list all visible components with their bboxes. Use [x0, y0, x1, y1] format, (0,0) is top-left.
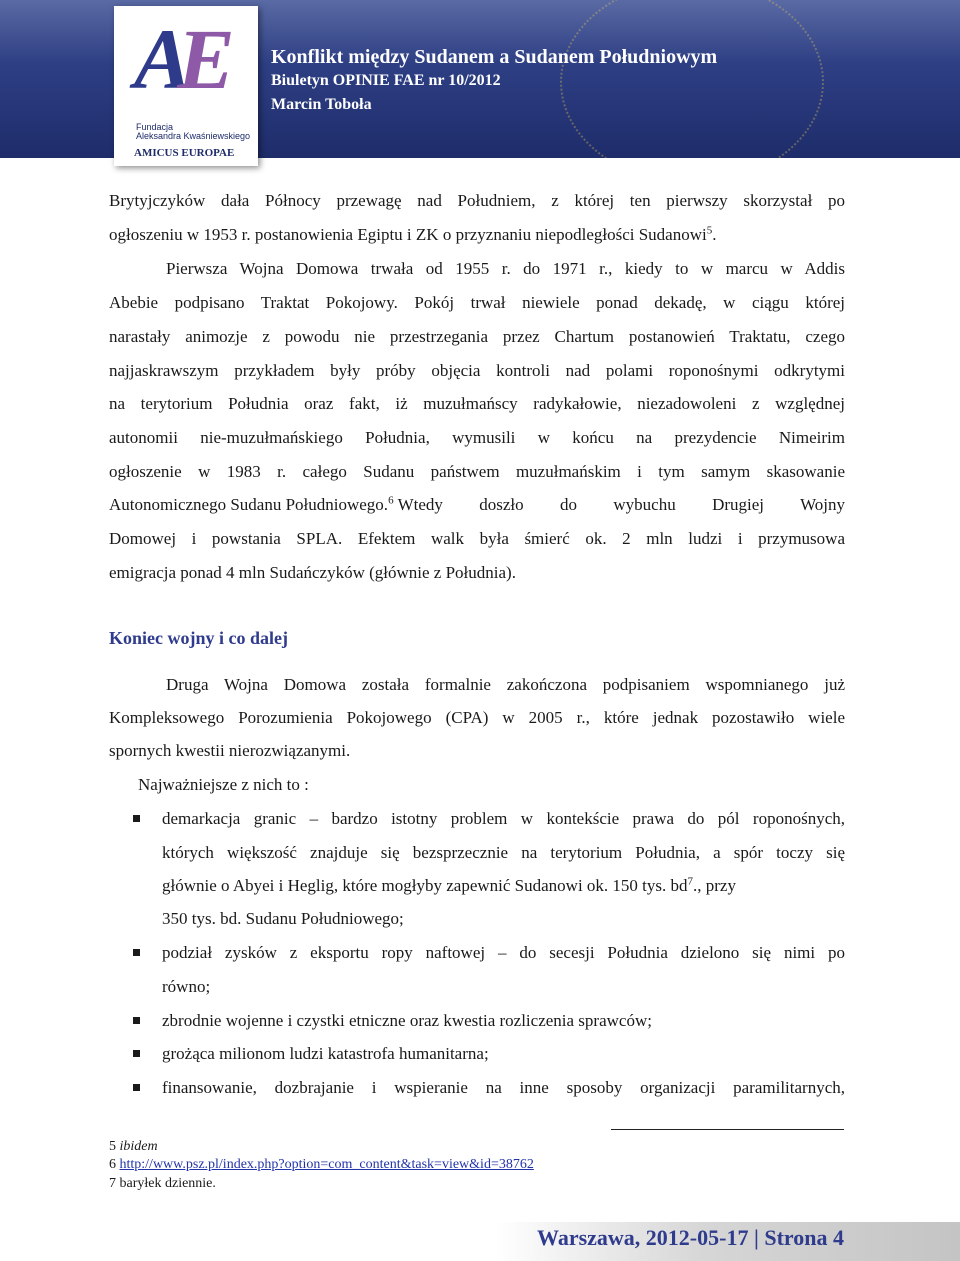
- text-line: ogłoszenie w 1983 r. całego Sudanu państwem muzułmańskim i tym samym skasowanie: [109, 462, 845, 481]
- text-line: autonomii nie-muzułmańskiego Południa, wymusili w końcu na prezydencie Nimeirim: [109, 428, 845, 447]
- bullet-marker: [133, 1050, 140, 1057]
- text-line: Autonomicznego Sudanu Południowego.$^6$ Wtedy doszło do wybuchu Drugiej Wojny: [109, 494, 845, 514]
- footnote-7: 7 baryłek dziennie.: [109, 1176, 216, 1191]
- list-item-line: grożąca milionom ludzi katastrofa humanitarna;: [162, 1044, 489, 1063]
- bullet-marker: [133, 815, 140, 822]
- list-item-line: zbrodnie wojenne i czystki etniczne oraz kwestia rozliczenia sprawców;: [162, 1011, 652, 1030]
- list-item-line: podział zysków z eksportu ropy naftowej – do secesji Południa dzielono się nimi po: [162, 943, 845, 962]
- text-line: narastały animozje z powodu nie przestrzegania przez Chartum postanowień Traktatu, czego: [109, 327, 845, 346]
- list-item-line: których większość znajduje się bezsprzecznie na terytorium Południa, a spór toczy się: [162, 843, 845, 862]
- text-line: Abebie podpisano Traktat Pokojowy. Pokój trwał niewiele ponad dekadę, w ciągu której: [109, 293, 845, 312]
- list-intro: Najważniejsze z nich to :: [138, 775, 309, 794]
- eu-stars-decoration: [560, 0, 824, 158]
- list-item-line: demarkacja granic – bardzo istotny problem w kontekście prawa do pól roponośnych,: [162, 809, 845, 828]
- text-line: Druga Wojna Domowa została formalnie zakończona podpisaniem wspomnianego już: [166, 675, 845, 694]
- footnote-5: 5 ibidem: [109, 1139, 158, 1154]
- footnote-link[interactable]: http://www.psz.pl/index.php?option=com_content&task=view&id=38762: [119, 1157, 534, 1172]
- text-line: Domowej i powstania SPLA. Efektem walk była śmierć ok. 2 mln ludzi i przymusowa: [109, 529, 845, 548]
- list-item-line: równo;: [162, 977, 211, 996]
- footnote-ref-5: 5: [706, 224, 713, 237]
- text-line: Kompleksowego Porozumienia Pokojowego (CPA) w 2005 r., które jednak pozostawiło wiele: [109, 708, 845, 727]
- footnote-ref-6: 6: [388, 494, 394, 507]
- footer-separator: |: [753, 1225, 759, 1250]
- footer-page-number: Strona 4: [764, 1225, 844, 1250]
- text-line: Pierwsza Wojna Domowa trwała od 1955 r. do 1971 r., kiedy to w marcu w Addis: [166, 259, 845, 278]
- list-item-line: finansowanie, dozbrajanie i wspieranie na inne sposoby organizacji paramilitarnych,: [162, 1078, 845, 1097]
- text-line: Brytyjczyków dała Północy przewagę nad Południem, z której ten pierwszy skorzystał po: [109, 191, 845, 210]
- bulletin-label: Biuletyn OPINIE FAE nr 10/2012: [271, 72, 501, 89]
- logo-foundation-name: Fundacja Aleksandra Kwaśniewskiego: [136, 122, 251, 141]
- bullet-marker: [133, 1084, 140, 1091]
- footer-place-date: Warszawa, 2012-05-17: [537, 1225, 749, 1250]
- foundation-logo: [114, 6, 258, 166]
- bullet-marker: [133, 1017, 140, 1024]
- logo-monogram: AE: [134, 11, 221, 107]
- logo-amicus-europae: AMICUS EUROPAE: [134, 147, 235, 159]
- document-title: Konflikt między Sudanem a Sudanem Południowym: [271, 46, 718, 68]
- text-line: na terytorium Południa oraz fakt, iż muzułmańscy radykałowie, niezadowoleni z względnej: [109, 394, 845, 413]
- text-line: ogłoszeniu w 1953 r. postanowienia Egiptu i ZK o przyznaniu niepodległości Sudanowi$^5$.: [109, 224, 717, 244]
- list-item-line: 350 tys. bd. Sudanu Południowego;: [162, 909, 404, 928]
- bullet-marker: [133, 949, 140, 956]
- footer-page-info: [537, 1225, 844, 1251]
- list-item-line: głównie o Abyei i Heglig, które mogłyby zapewnić Sudanowi ok. 150 tys. $bd^7$., przy: [162, 875, 736, 895]
- footnote-ref-7: 7: [687, 875, 694, 888]
- author-name: Marcin Toboła: [271, 96, 372, 113]
- footnote-6: 6 http://www.psz.pl/index.php?option=com_content&task=view&id=38762: [109, 1157, 534, 1172]
- text-line: najjaskrawszym przykładem były próby objęcia kontroli nad polami roponośnymi odkrytymi: [109, 361, 845, 380]
- section-heading: Koniec wojny i co dalej: [109, 628, 288, 648]
- footnote-separator: [611, 1129, 844, 1130]
- text-line: emigracja ponad 4 mln Sudańczyków (głównie z Południa).: [109, 563, 516, 582]
- text-line: spornych kwestii nierozwiązanymi.: [109, 741, 351, 760]
